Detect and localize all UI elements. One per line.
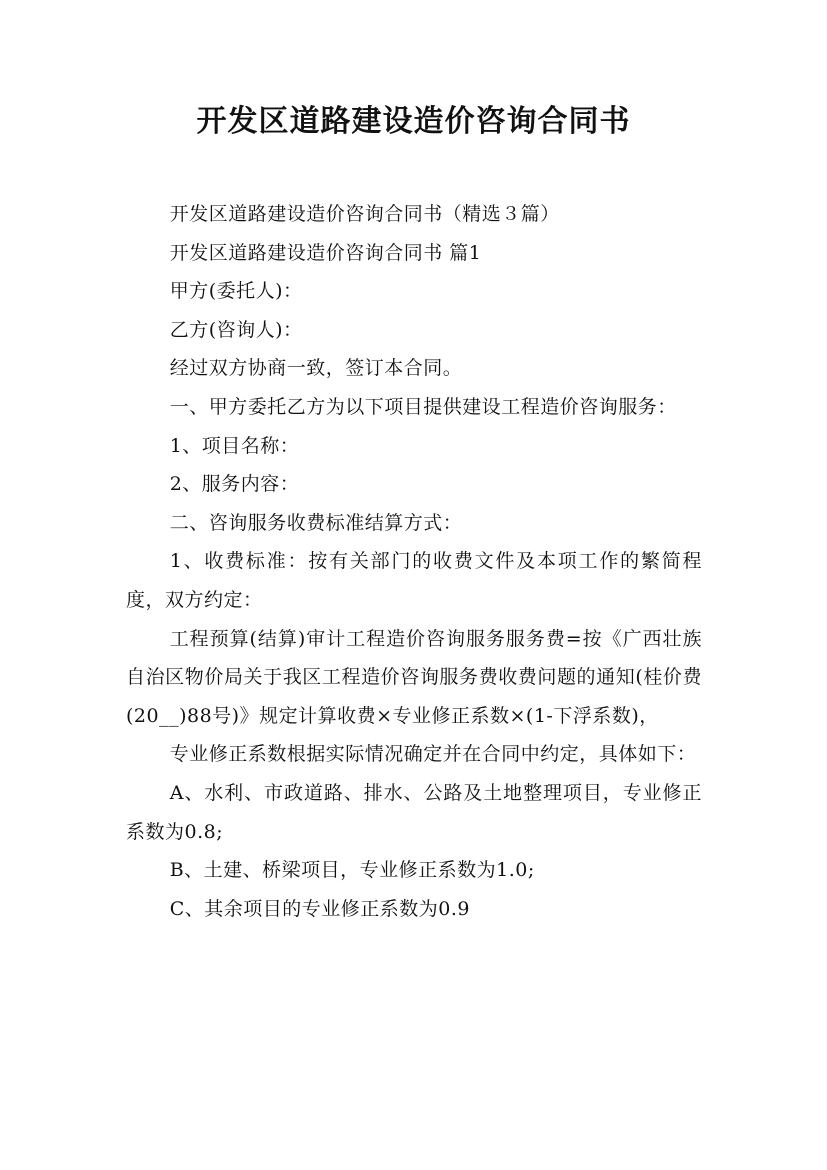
paragraph-party-b: 乙方(咨询人)： (169, 318, 303, 341)
paragraph-collection-heading: 开发区道路建设造价咨询合同书（精选３篇） (169, 203, 560, 225)
paragraph-project-name: 1、项目名称： (169, 434, 300, 457)
paragraph-coefficient-intro: 专业修正系数根据实际情况确定并在合同中约定，具体如下： (169, 743, 697, 766)
paragraph-part-heading: 开发区道路建设造价咨询合同书 篇1 (169, 241, 482, 264)
paragraph-party-a: 甲方(委托人)： (169, 280, 303, 303)
paragraph-clause-2: 二、咨询服务收费标准结算方式： (169, 511, 463, 534)
paragraph-fee-formula: 工程预算(结算)审计工程造价咨询服务服务费=按《广西壮族自治区物价局关于我区工程造价咨询服务费收费问题的通知(桂价费(20__)88号)》规定计算收费×专业修正系数×(1-下浮系数)， (126, 627, 702, 727)
document-title: 开发区道路建设造价咨询合同书 (196, 104, 631, 139)
document-body (126, 195, 702, 928)
paragraph-clause-1: 一、甲方委托乙方为以下项目提供建设工程造价咨询服务： (169, 395, 677, 418)
paragraph-coefficient-a: A、水利、市政道路、排水、公路及土地整理项目，专业修正系数为0.8; (126, 781, 702, 843)
paragraph-service-content: 2、服务内容： (169, 473, 300, 496)
paragraph-agreement: 经过双方协商一致，签订本合同。 (169, 357, 463, 380)
paragraph-fee-standard: 1、收费标准：按有关部门的收费文件及本项工作的繁简程度，双方约定： (126, 550, 702, 611)
paragraph-coefficient-b: B、土建、桥梁项目，专业修正系数为1.0; (169, 859, 535, 882)
paragraph-coefficient-c: C、其余项目的专业修正系数为0.9 (169, 897, 470, 920)
